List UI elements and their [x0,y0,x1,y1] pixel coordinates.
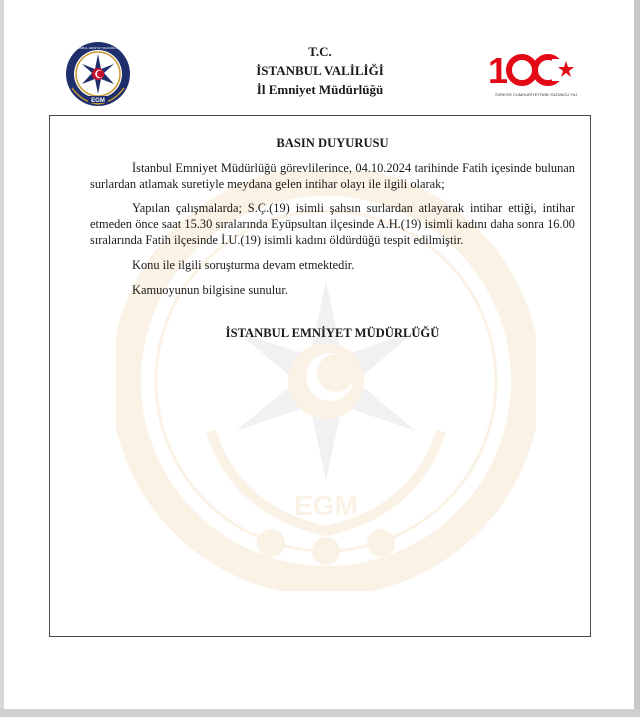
page-edge-right [634,0,640,717]
page-edge-bottom [0,709,640,717]
signature-directorate: İSTANBUL EMNİYET MÜDÜRLÜĞÜ [225,326,440,341]
centennial-logo-icon [486,45,586,101]
svg-text:TÜRKİYE CUMHURİYETİ'NİN YÜZÜNC: TÜRKİYE CUMHURİYETİ'NİN YÜZÜNCÜ YILI [494,92,578,97]
press-release [90,136,575,342]
egm-police-emblem-icon [62,40,134,108]
header-governorship: İSTANBUL VALİLİĞİ [256,63,384,78]
paragraph-4: Kamuoyunun bilgisine sunulur. [132,282,288,297]
header-tc: T.C. [308,44,332,59]
paragraph-2: Yapılan çalışmalarda; S.Ç.(19) isimli şahsın surlardan atlayarak intihar ettiği, intihar etmeden önce saat 15.30 sıralarında Eyüpsultan ilçesinde A.H.(19) isimli kadını daha sonra 16.00 sıralarında Fatih ilçesinde İ.U.(19) isimli kadını öldürdüğü tespit edilmiştir. [90,201,575,247]
paragraph-3: Konu ile ilgili soruşturma devam etmektedir. [132,257,355,272]
document-header [200,42,440,99]
egm-emblem-text: EGM [91,98,105,104]
svg-text:EGM: EGM [294,490,358,521]
svg-text:1: 1 [488,50,509,91]
header-directorate: İl Emniyet Müdürlüğü [256,82,384,97]
page-edge-left [0,0,4,717]
paragraph-1: İstanbul Emniyet Müdürlüğü görevlilerince, 04.10.2024 tarihinde Fatih içesinde bulunan surlardan atlamak suretiyle meydana gelen intihar olayı ile ilgili olarak; [90,160,575,191]
svg-text:İSTANBUL EMNİYET MÜDÜRLÜĞÜ: İSTANBUL EMNİYET MÜDÜRLÜĞÜ [73,46,123,50]
press-release-title: BASIN DUYURUSU [276,136,389,150]
document-frame [49,115,591,637]
